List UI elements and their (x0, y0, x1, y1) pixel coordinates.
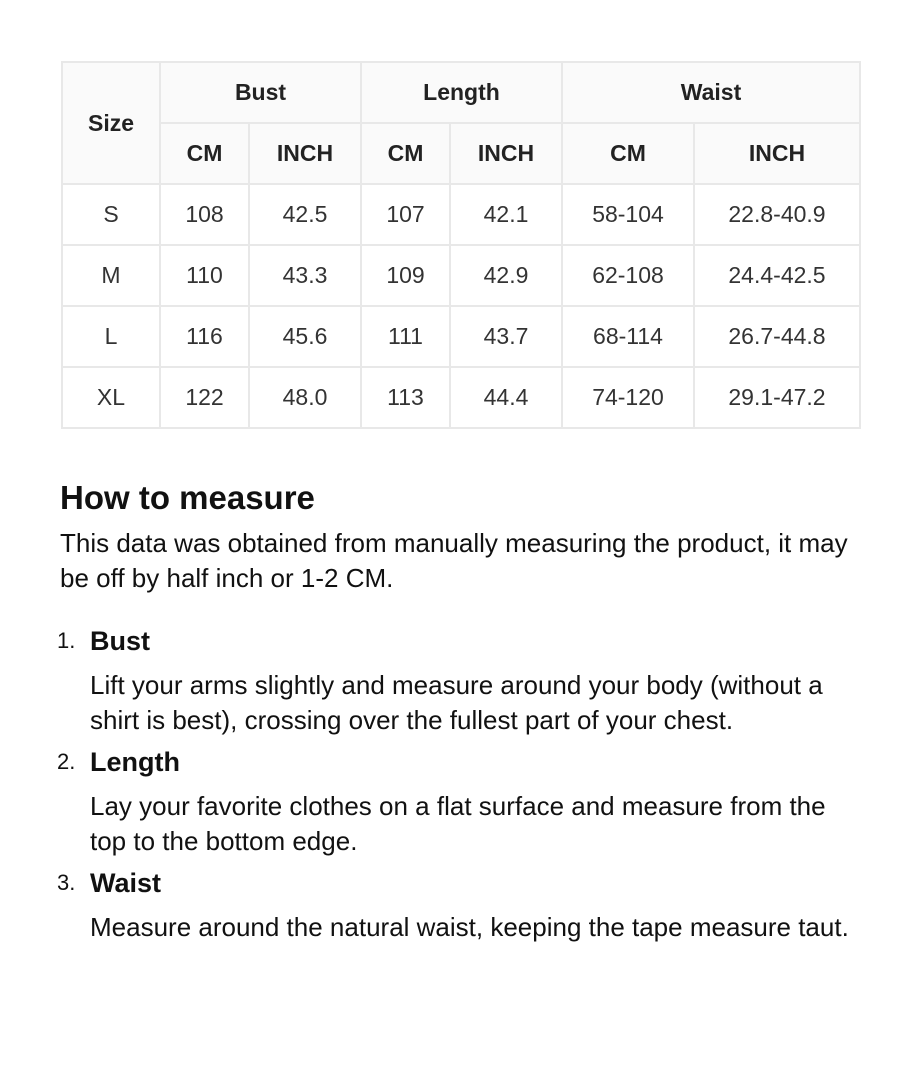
step-title-bust: Bust (90, 626, 150, 656)
table-cell: 42.1 (450, 184, 562, 245)
step-number: 1. (57, 628, 76, 653)
size-cell: L (62, 306, 160, 367)
table-row (62, 367, 860, 428)
size-cell: M (62, 245, 160, 306)
table-cell: 42.5 (249, 184, 361, 245)
table-cell: 43.7 (450, 306, 562, 367)
table-cell: 26.7-44.8 (694, 306, 860, 367)
table-cell: 62-108 (562, 245, 694, 306)
step-number: 2. (57, 749, 76, 774)
unit-header: INCH (694, 123, 860, 184)
table-cell: 43.3 (249, 245, 361, 306)
list-item (57, 745, 860, 859)
table-cell: 42.9 (450, 245, 562, 306)
size-column-header: Size (62, 62, 160, 184)
size-cell: S (62, 184, 160, 245)
table-cell: 111 (361, 306, 450, 367)
table-header-row (62, 62, 860, 123)
section-title: How to measure (60, 479, 315, 516)
table-cell: 110 (160, 245, 249, 306)
table-cell: 48.0 (249, 367, 361, 428)
table-cell: 22.8-40.9 (694, 184, 860, 245)
step-text-length: Lay your favorite clothes on a flat surface and measure from the top to the bottom edge. (90, 791, 826, 856)
table-row (62, 306, 860, 367)
step-title-waist: Waist (90, 868, 162, 898)
unit-header: CM (160, 123, 249, 184)
table-cell: 44.4 (450, 367, 562, 428)
intro-text: This data was obtained from manually measuring the product, it may be off by half inch or 1-2 CM. (60, 528, 848, 593)
table-cell: 68-114 (562, 306, 694, 367)
table-cell: 74-120 (562, 367, 694, 428)
table-cell: 24.4-42.5 (694, 245, 860, 306)
size-chart-table (61, 61, 861, 429)
table-cell: 122 (160, 367, 249, 428)
step-number: 3. (57, 870, 76, 895)
unit-header: INCH (249, 123, 361, 184)
table-cell: 45.6 (249, 306, 361, 367)
table-cell: 116 (160, 306, 249, 367)
table-unit-row (62, 123, 860, 184)
step-text-waist: Measure around the natural waist, keeping the tape measure taut. (90, 912, 849, 942)
unit-header: CM (562, 123, 694, 184)
how-to-measure-section (57, 476, 860, 952)
unit-header: CM (361, 123, 450, 184)
unit-header: INCH (450, 123, 562, 184)
size-cell: XL (62, 367, 160, 428)
table-cell: 108 (160, 184, 249, 245)
step-title-length: Length (90, 747, 180, 777)
length-group-header: Length (361, 62, 562, 123)
table-cell: 113 (361, 367, 450, 428)
bust-group-header: Bust (160, 62, 361, 123)
table-cell: 107 (361, 184, 450, 245)
list-item (57, 624, 860, 738)
measure-steps-list (57, 624, 860, 945)
table-cell: 58-104 (562, 184, 694, 245)
table-row (62, 184, 860, 245)
table-cell: 29.1-47.2 (694, 367, 860, 428)
waist-group-header: Waist (562, 62, 860, 123)
list-item (57, 866, 860, 945)
table-cell: 109 (361, 245, 450, 306)
table-row (62, 245, 860, 306)
step-text-bust: Lift your arms slightly and measure around your body (without a shirt is best), crossing over the fullest part of your chest. (90, 670, 823, 735)
